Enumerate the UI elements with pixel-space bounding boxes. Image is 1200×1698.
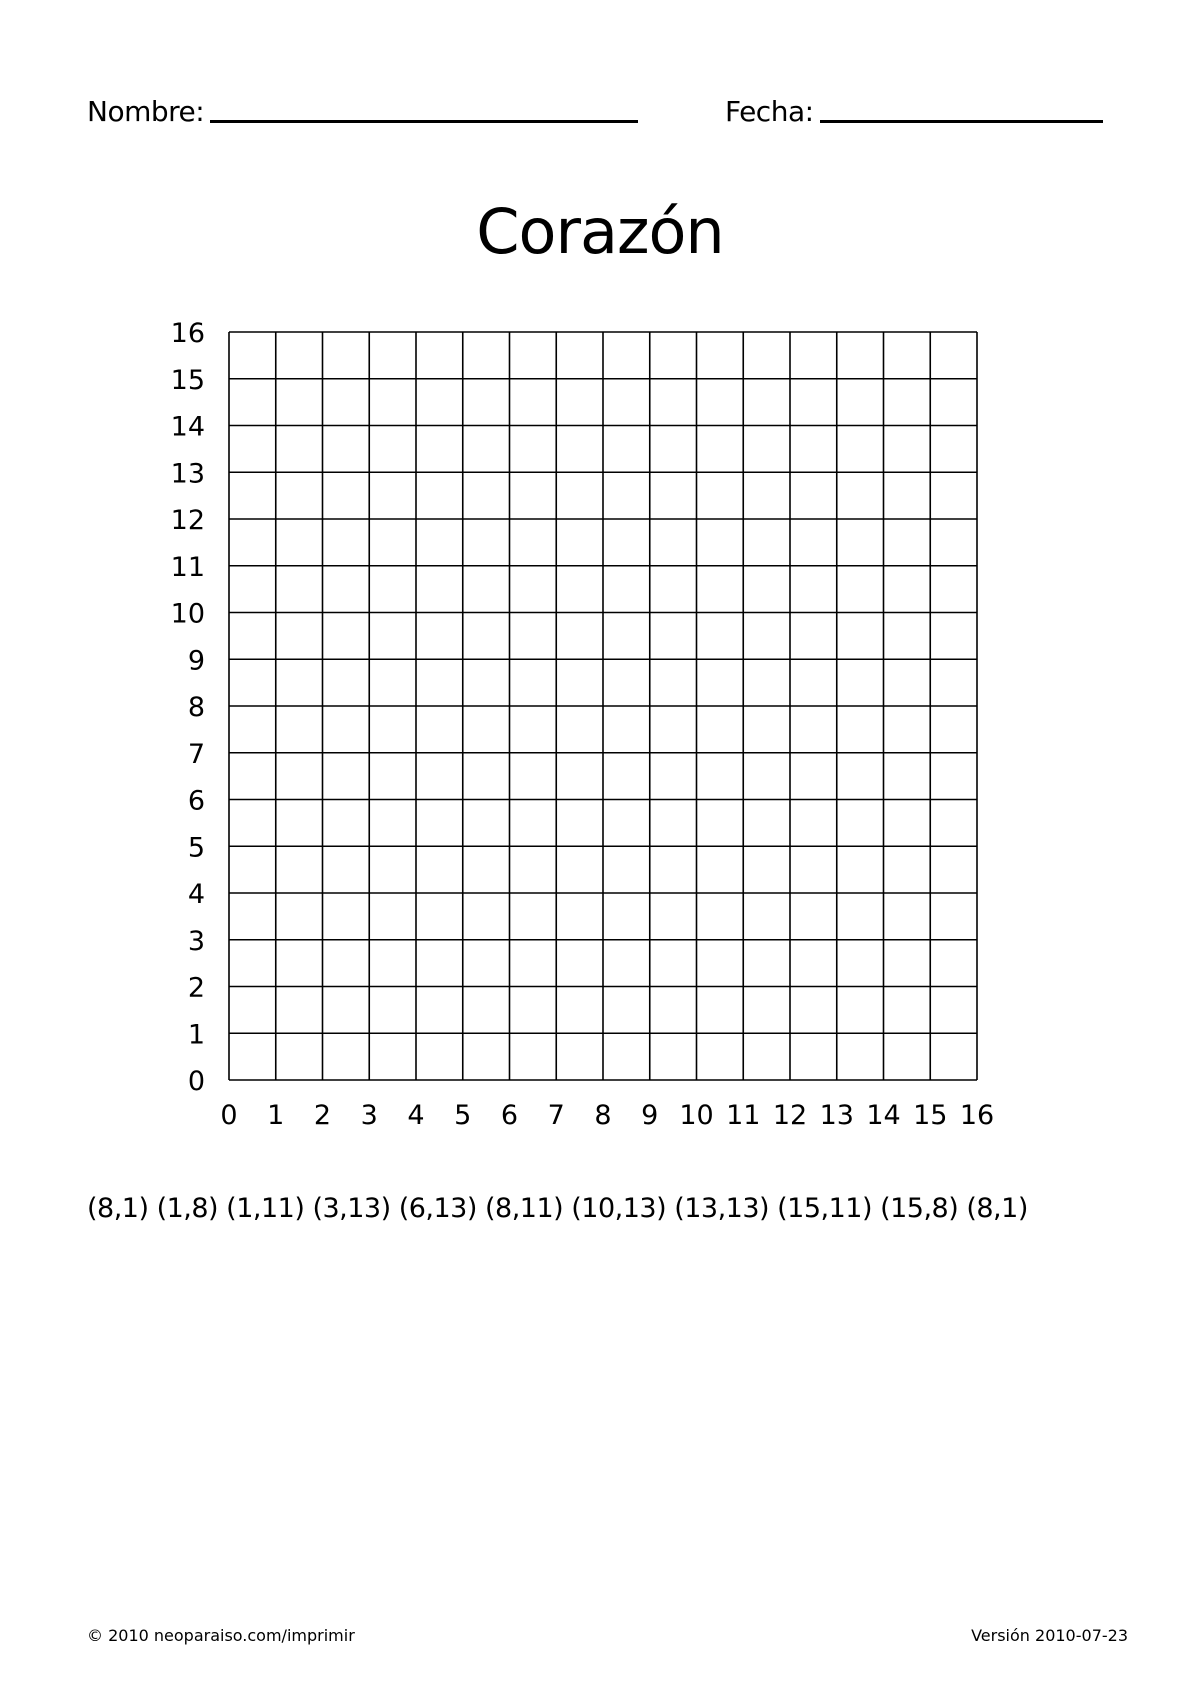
x-tick-label: 0 bbox=[220, 1100, 238, 1131]
x-tick-label: 14 bbox=[866, 1100, 901, 1131]
y-tick-label: 15 bbox=[170, 364, 205, 396]
y-tick-label: 6 bbox=[187, 785, 205, 817]
x-tick-label: 2 bbox=[313, 1100, 332, 1131]
date-label: Fecha: bbox=[725, 95, 814, 128]
grid-lines bbox=[229, 332, 977, 1080]
y-tick-label: 1 bbox=[187, 1019, 205, 1051]
y-axis-labels bbox=[171, 318, 205, 1097]
x-tick-label: 1 bbox=[267, 1100, 285, 1131]
y-tick-label: 9 bbox=[187, 645, 205, 677]
footer-copyright: © 2010 neoparaiso.com/imprimir bbox=[87, 1626, 355, 1645]
x-tick-label: 11 bbox=[726, 1100, 761, 1131]
x-tick-label: 13 bbox=[819, 1100, 854, 1131]
name-label: Nombre: bbox=[87, 95, 205, 128]
x-tick-label: 9 bbox=[641, 1100, 659, 1131]
coordinate-list: (8,1) (1,8) (1,11) (3,13) (6,13) (8,11) (10,13) (13,13) (15,11) (15,8) (8,1) bbox=[87, 1193, 1028, 1224]
y-tick-label: 3 bbox=[187, 925, 205, 957]
x-tick-label: 3 bbox=[360, 1100, 378, 1131]
x-tick-label: 12 bbox=[772, 1100, 808, 1131]
x-tick-label: 4 bbox=[407, 1100, 425, 1131]
y-tick-label: 8 bbox=[187, 692, 205, 723]
x-tick-label: 5 bbox=[454, 1100, 472, 1131]
x-tick-label: 15 bbox=[913, 1100, 948, 1131]
y-tick-label: 14 bbox=[170, 411, 205, 443]
y-tick-label: 0 bbox=[187, 1066, 205, 1097]
y-tick-label: 13 bbox=[170, 458, 205, 490]
y-tick-label: 5 bbox=[187, 832, 205, 864]
worksheet-title: Corazón bbox=[476, 195, 724, 268]
y-tick-label: 4 bbox=[187, 879, 205, 910]
y-tick-label: 11 bbox=[170, 551, 205, 583]
x-tick-label: 16 bbox=[959, 1100, 995, 1131]
y-tick-label: 2 bbox=[187, 972, 205, 1004]
y-tick-label: 7 bbox=[187, 738, 205, 770]
x-tick-label: 8 bbox=[594, 1100, 612, 1131]
x-tick-label: 6 bbox=[500, 1100, 519, 1131]
footer-version: Versión 2010-07-23 bbox=[971, 1626, 1128, 1645]
x-axis-labels bbox=[220, 1100, 994, 1131]
y-tick-label: 10 bbox=[170, 598, 205, 630]
y-tick-label: 16 bbox=[170, 318, 205, 349]
y-tick-label: 12 bbox=[170, 505, 205, 536]
x-tick-label: 10 bbox=[679, 1100, 714, 1131]
x-tick-label: 7 bbox=[547, 1100, 565, 1131]
